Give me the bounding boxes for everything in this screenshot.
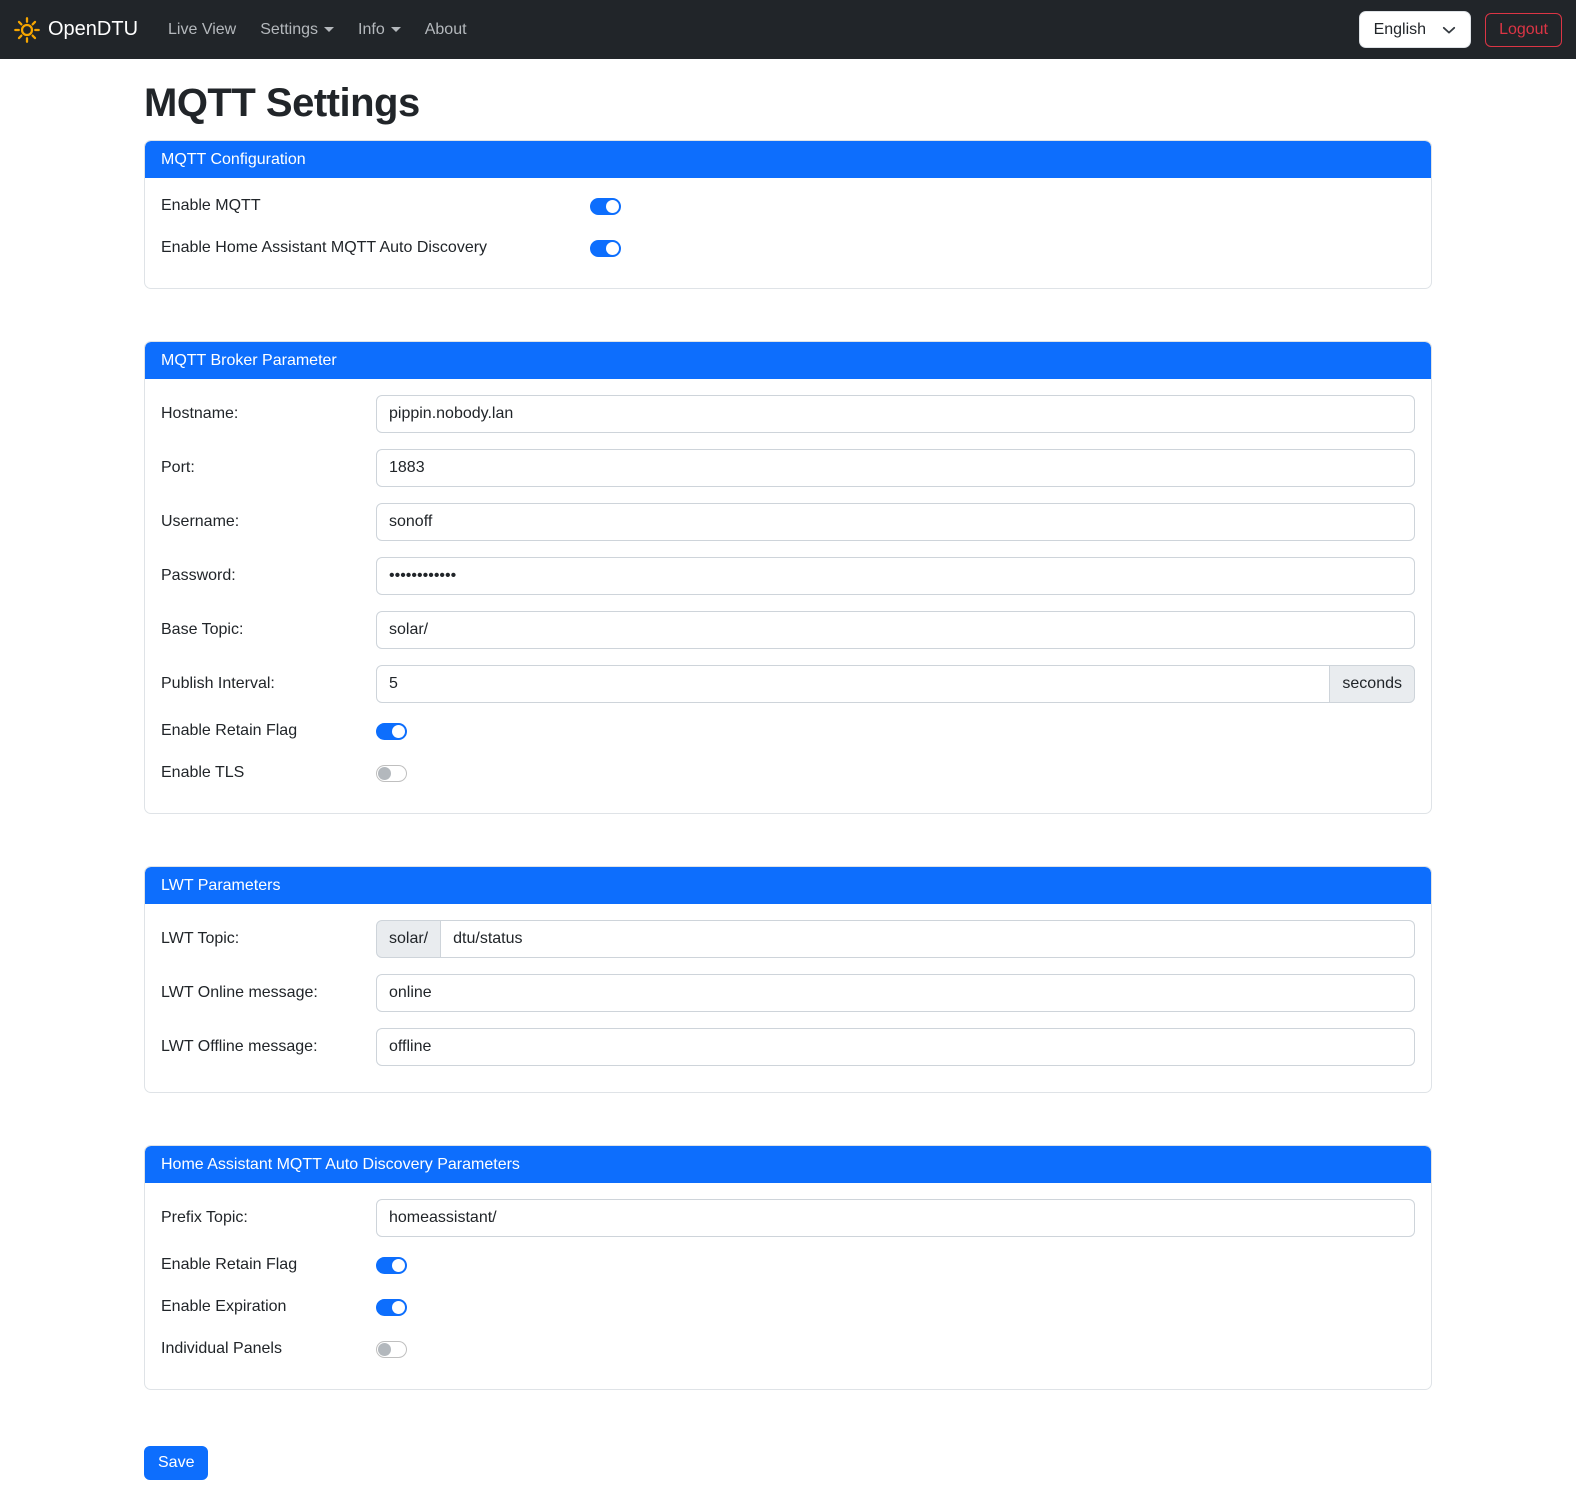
navbar — [0, 0, 1576, 59]
broker-retain-flag-label: Enable Retain Flag — [161, 722, 298, 739]
sun-icon — [14, 17, 40, 43]
enable-expiration-label: Enable Expiration — [161, 1298, 287, 1315]
hostname-input[interactable] — [376, 395, 1415, 433]
port-input[interactable] — [376, 449, 1415, 487]
enable-ha-auto-discovery-label: Enable Home Assistant MQTT Auto Discovery — [161, 239, 488, 256]
logout-button[interactable]: Logout — [1485, 13, 1562, 47]
page-title: MQTT Settings — [144, 81, 420, 125]
lwt-topic-input[interactable] — [440, 920, 1415, 958]
card-header-ha-auto-discovery: Home Assistant MQTT Auto Discovery Parameters — [145, 1146, 1431, 1183]
brand-label: OpenDTU — [48, 18, 139, 40]
lwt-offline-message-label: LWT Offline message: — [161, 1038, 318, 1055]
nav-item-live-view[interactable]: Live View — [168, 20, 237, 38]
enable-expiration-toggle[interactable] — [376, 1299, 407, 1316]
enable-ha-auto-discovery-toggle[interactable] — [590, 240, 621, 257]
ha-retain-flag-toggle[interactable] — [376, 1257, 407, 1274]
enable-tls-toggle[interactable] — [376, 765, 407, 782]
chevron-down-icon — [1442, 23, 1456, 37]
seconds-addon: seconds — [1329, 665, 1415, 703]
base-topic-input[interactable] — [376, 611, 1415, 649]
port-label: Port: — [161, 459, 195, 476]
chevron-down-icon — [391, 27, 401, 32]
password-input[interactable] — [376, 557, 1415, 595]
lwt-parameters-card — [144, 866, 1432, 1093]
chevron-down-icon — [324, 27, 334, 32]
lwt-topic-label: LWT Topic: — [161, 930, 240, 947]
prefix-topic-input[interactable] — [376, 1199, 1415, 1237]
publish-interval-input[interactable] — [376, 665, 1330, 703]
enable-tls-label: Enable TLS — [161, 764, 245, 781]
username-label: Username: — [161, 513, 240, 530]
lwt-offline-message-input[interactable] — [376, 1028, 1415, 1066]
prefix-topic-label: Prefix Topic: — [161, 1209, 248, 1226]
main-content — [128, 81, 1448, 1504]
nav-item-info[interactable]: Info — [350, 13, 409, 47]
base-topic-label: Base Topic: — [161, 621, 244, 638]
ha-retain-flag-label: Enable Retain Flag — [161, 1256, 298, 1273]
enable-mqtt-label: Enable MQTT — [161, 197, 261, 214]
enable-mqtt-toggle[interactable] — [590, 198, 621, 215]
save-button[interactable]: Save — [144, 1446, 208, 1480]
hostname-label: Hostname: — [161, 405, 239, 422]
nav-item-about[interactable]: About — [424, 20, 467, 38]
publish-interval-label: Publish Interval: — [161, 675, 275, 692]
nav-item-settings[interactable]: Settings — [252, 13, 342, 47]
individual-panels-label: Individual Panels — [161, 1340, 282, 1357]
card-header-mqtt-configuration: MQTT Configuration — [145, 141, 1431, 178]
individual-panels-toggle[interactable] — [376, 1341, 407, 1358]
username-input[interactable] — [376, 503, 1415, 541]
brand[interactable] — [14, 17, 138, 43]
card-header-mqtt-broker: MQTT Broker Parameter — [145, 342, 1431, 379]
lwt-topic-prefix-addon: solar/ — [376, 920, 441, 958]
lwt-online-message-label: LWT Online message: — [161, 984, 318, 1001]
language-select[interactable]: English — [1359, 11, 1471, 48]
mqtt-broker-parameter-card — [144, 341, 1432, 814]
lwt-online-message-input[interactable] — [376, 974, 1415, 1012]
password-label: Password: — [161, 567, 236, 584]
broker-retain-flag-toggle[interactable] — [376, 723, 407, 740]
card-header-lwt: LWT Parameters — [145, 867, 1431, 904]
ha-auto-discovery-card — [144, 1145, 1432, 1390]
mqtt-configuration-card — [144, 140, 1432, 289]
